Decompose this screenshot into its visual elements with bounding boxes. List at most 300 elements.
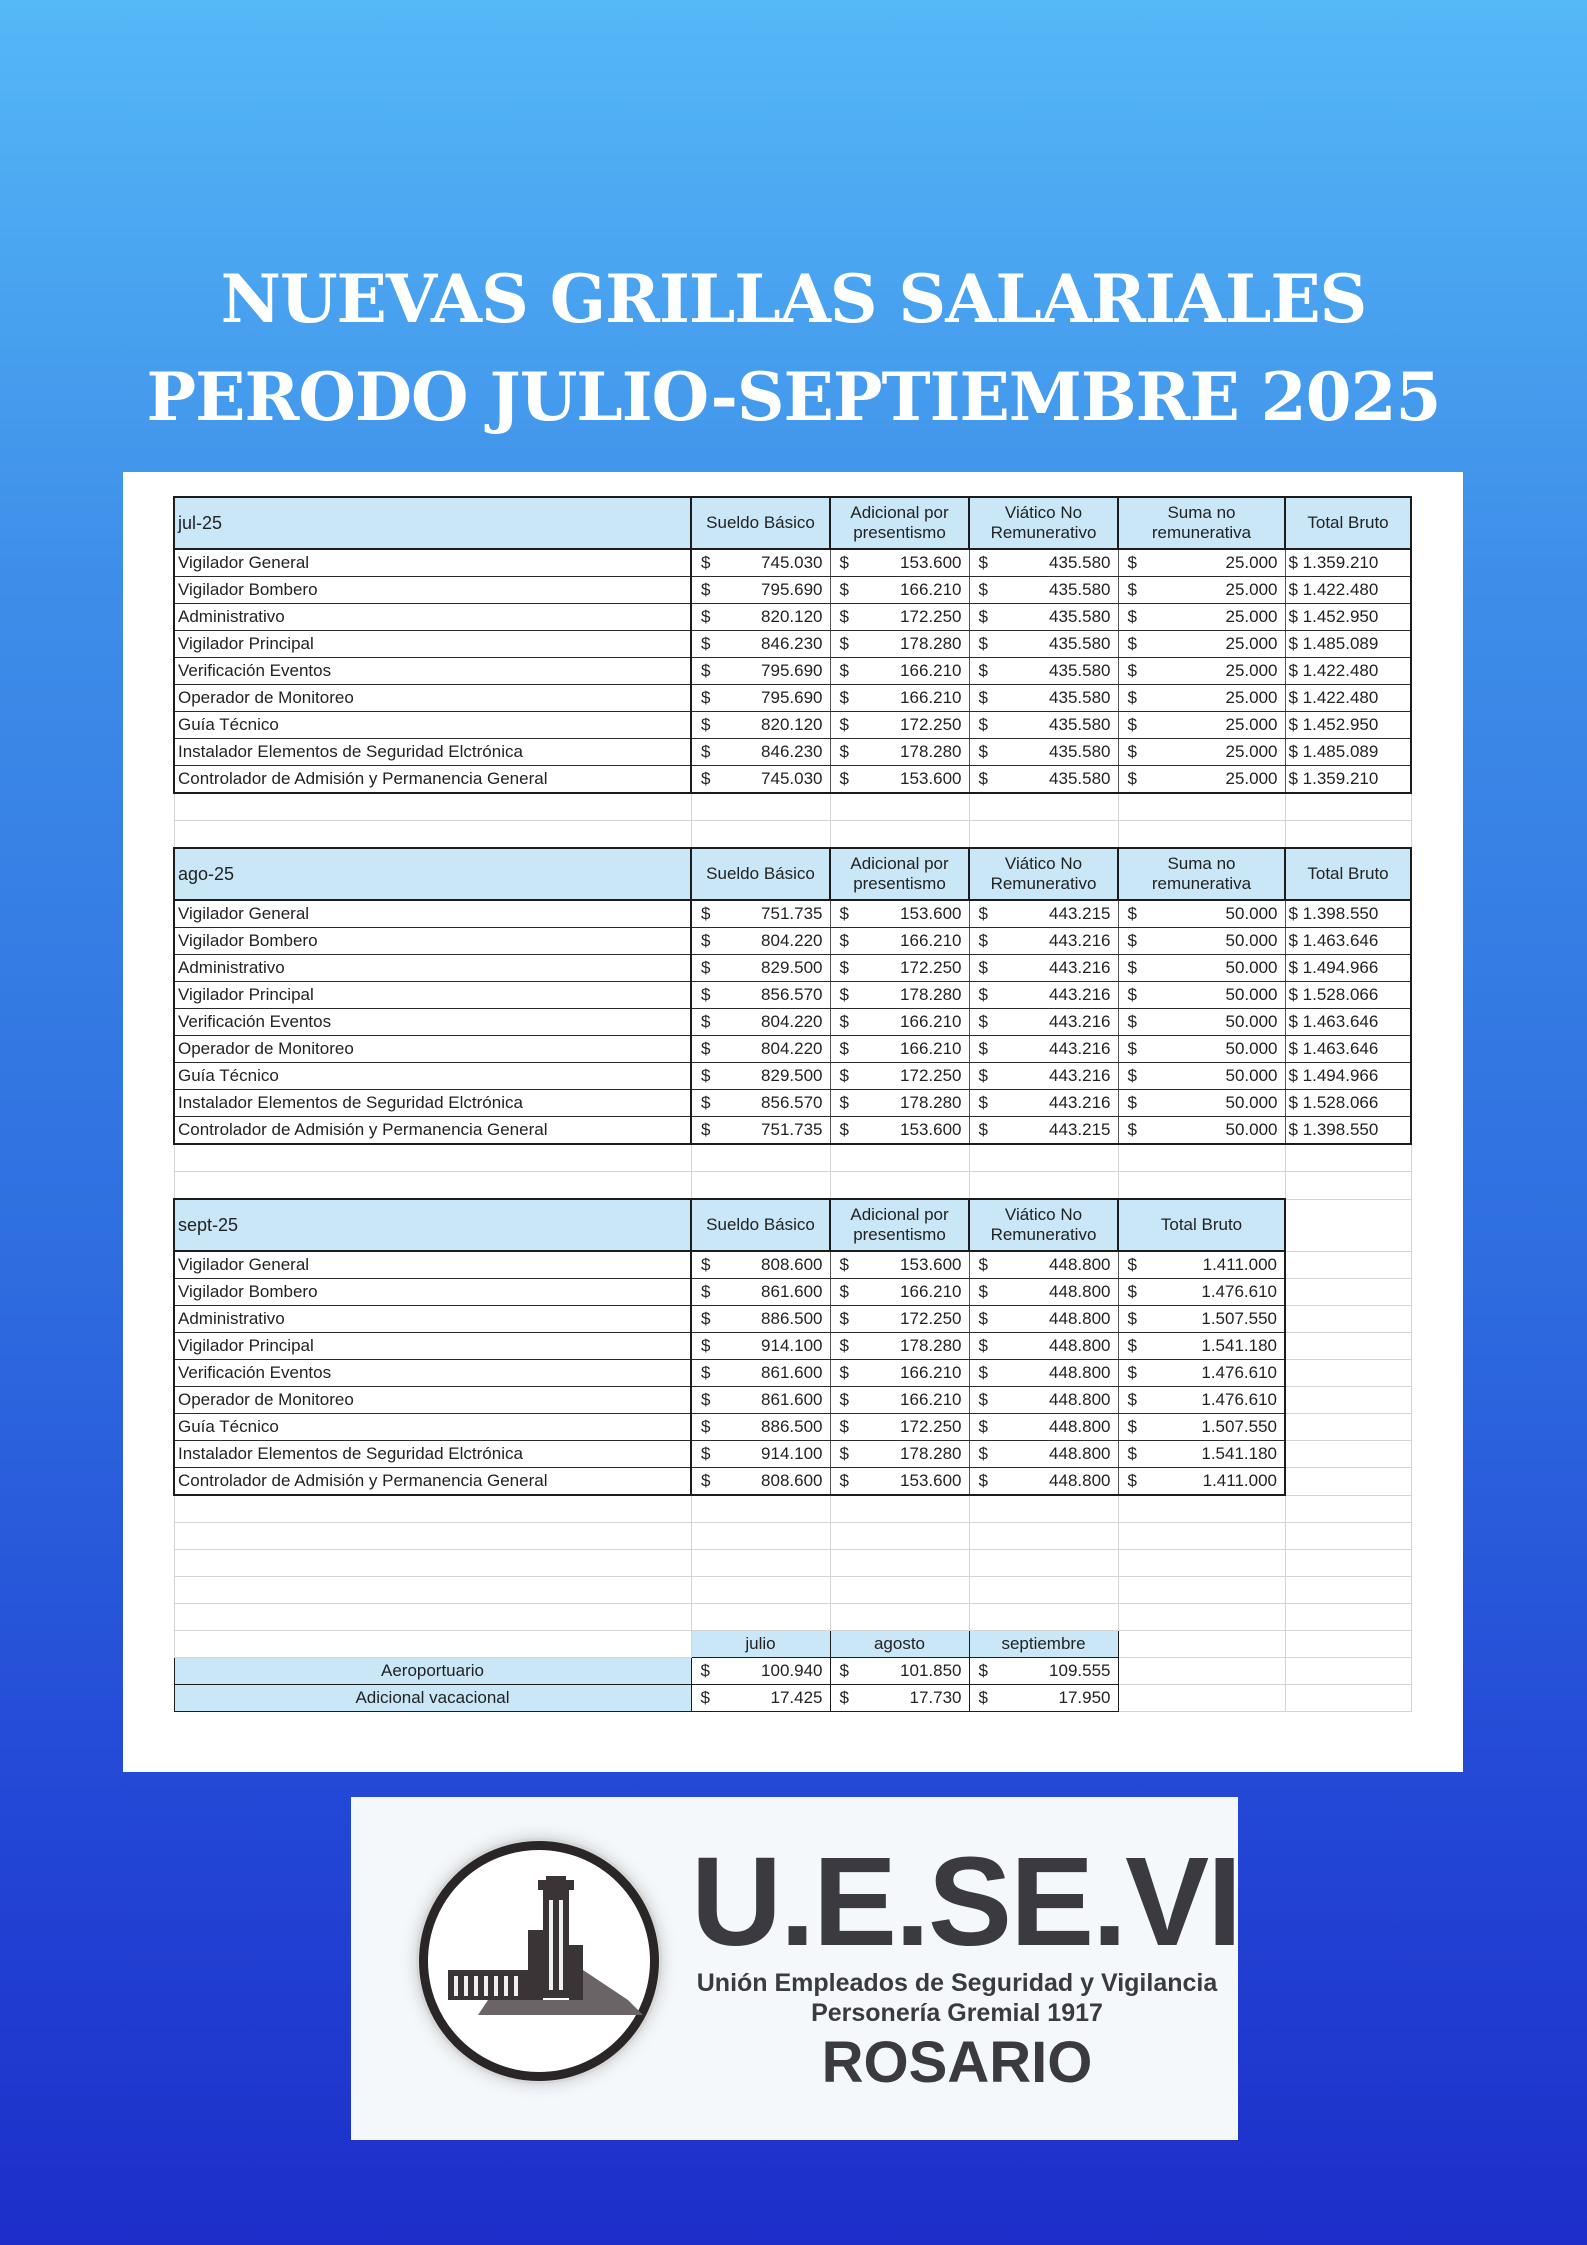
money-value bbox=[695, 1282, 827, 1302]
total-bruto-cell: $ 1.452.950 bbox=[1285, 712, 1411, 739]
amount: 448.800 bbox=[1049, 1282, 1111, 1301]
category-label: Vigilador General bbox=[174, 1251, 691, 1279]
money-cell bbox=[1118, 739, 1285, 766]
total-bruto-cell: $ 1.398.550 bbox=[1285, 1117, 1411, 1145]
money-cell bbox=[691, 712, 830, 739]
spacer-row bbox=[174, 1172, 1411, 1200]
empty-cell bbox=[969, 1172, 1118, 1200]
union-logo bbox=[351, 1797, 1241, 2140]
currency-symbol: $ bbox=[701, 1444, 711, 1463]
currency-symbol: $ bbox=[978, 931, 988, 950]
amount: 166.210 bbox=[900, 1363, 962, 1382]
money-cell bbox=[969, 549, 1118, 577]
money-value bbox=[695, 1688, 827, 1708]
money-cell bbox=[1118, 712, 1285, 739]
table-row bbox=[174, 1063, 1411, 1090]
money-cell bbox=[1118, 1414, 1285, 1441]
spacer-row bbox=[174, 1144, 1411, 1172]
money-value bbox=[695, 715, 827, 735]
currency-symbol: $ bbox=[839, 1444, 849, 1463]
category-label: Verificación Eventos bbox=[174, 1009, 691, 1036]
money-cell bbox=[830, 1333, 969, 1360]
category-label: Vigilador General bbox=[174, 900, 691, 928]
money-value bbox=[695, 1012, 827, 1032]
col-viatico bbox=[969, 1199, 1118, 1251]
empty-cell bbox=[1285, 1279, 1411, 1306]
salary-spreadsheet bbox=[123, 472, 1463, 1772]
amount: 17.425 bbox=[770, 1688, 823, 1707]
currency-symbol: $ bbox=[978, 1336, 988, 1355]
logo-city: ROSARIO bbox=[821, 2030, 1093, 2095]
empty-cell bbox=[1285, 1577, 1411, 1604]
currency-symbol: $ bbox=[701, 769, 711, 788]
currency-symbol: $ bbox=[839, 958, 849, 977]
money-value bbox=[973, 985, 1115, 1005]
table-header-row bbox=[174, 1199, 1411, 1251]
empty-cell bbox=[830, 1172, 969, 1200]
empty-cell bbox=[174, 793, 691, 821]
money-cell bbox=[1118, 1306, 1285, 1333]
currency-symbol: $ bbox=[978, 1471, 988, 1490]
money-value bbox=[973, 742, 1115, 762]
monument-emblem-icon bbox=[419, 1841, 659, 2081]
table-row bbox=[174, 928, 1411, 955]
currency-symbol: $ bbox=[978, 1093, 988, 1112]
money-value bbox=[1122, 769, 1282, 789]
amount: 435.580 bbox=[1049, 661, 1111, 680]
money-cell bbox=[691, 1658, 830, 1685]
total-bruto-cell: $ 1.359.210 bbox=[1285, 766, 1411, 794]
money-value bbox=[834, 931, 966, 951]
logo-title: U.E.SE.VI bbox=[691, 1831, 1241, 1972]
currency-symbol: $ bbox=[701, 634, 711, 653]
money-cell bbox=[830, 900, 969, 928]
table-row bbox=[174, 549, 1411, 577]
category-label: Vigilador Bombero bbox=[174, 577, 691, 604]
amount: 166.210 bbox=[900, 1039, 962, 1058]
currency-symbol: $ bbox=[701, 607, 711, 626]
money-cell bbox=[691, 766, 830, 794]
spacer-row bbox=[174, 1495, 1411, 1523]
amount: 172.250 bbox=[900, 715, 962, 734]
empty-cell bbox=[969, 793, 1118, 821]
money-value bbox=[973, 1390, 1115, 1410]
empty-cell bbox=[691, 1144, 830, 1172]
amount: 172.250 bbox=[900, 1309, 962, 1328]
money-cell bbox=[691, 955, 830, 982]
money-cell bbox=[1118, 1036, 1285, 1063]
amount: 448.800 bbox=[1049, 1471, 1111, 1490]
money-cell bbox=[969, 1063, 1118, 1090]
category-label: Instalador Elementos de Seguridad Elctrónica bbox=[174, 1090, 691, 1117]
table-row bbox=[174, 1306, 1411, 1333]
currency-symbol: $ bbox=[701, 1066, 711, 1085]
money-value bbox=[973, 715, 1115, 735]
currency-symbol: $ bbox=[701, 661, 711, 680]
currency-symbol: $ bbox=[1127, 580, 1137, 599]
money-value bbox=[695, 1390, 827, 1410]
currency-symbol: $ bbox=[1127, 1390, 1137, 1409]
money-value bbox=[834, 1309, 966, 1329]
empty-cell bbox=[830, 793, 969, 821]
amount: 1.476.610 bbox=[1201, 1282, 1277, 1301]
amount: 795.690 bbox=[761, 580, 823, 599]
currency-symbol: $ bbox=[978, 958, 988, 977]
money-cell bbox=[969, 1279, 1118, 1306]
amount: 435.580 bbox=[1049, 742, 1111, 761]
table-row bbox=[174, 739, 1411, 766]
amount: 435.580 bbox=[1049, 769, 1111, 788]
empty-cell bbox=[691, 1577, 830, 1604]
table-row bbox=[174, 1387, 1411, 1414]
money-cell bbox=[830, 1306, 969, 1333]
period-label: jul-25 bbox=[174, 497, 691, 549]
currency-symbol: $ bbox=[1127, 1066, 1137, 1085]
category-label: Vigilador Principal bbox=[174, 631, 691, 658]
money-cell bbox=[1118, 658, 1285, 685]
money-cell bbox=[691, 1414, 830, 1441]
spacer-row bbox=[174, 1604, 1411, 1631]
money-value bbox=[695, 1417, 827, 1437]
money-value bbox=[973, 1039, 1115, 1059]
money-cell bbox=[691, 658, 830, 685]
table-row bbox=[174, 712, 1411, 739]
amount: 861.600 bbox=[761, 1390, 823, 1409]
spacer-row bbox=[174, 1550, 1411, 1577]
period-label: sept-25 bbox=[174, 1199, 691, 1251]
money-cell bbox=[830, 1117, 969, 1145]
spacer-row bbox=[174, 1577, 1411, 1604]
money-value bbox=[834, 1012, 966, 1032]
money-value bbox=[834, 1444, 966, 1464]
empty-cell bbox=[969, 1495, 1118, 1523]
empty-cell bbox=[174, 821, 691, 849]
col-total-label: Total Bruto bbox=[1160, 1215, 1243, 1234]
money-value bbox=[695, 1066, 827, 1086]
amount: 50.000 bbox=[1225, 931, 1278, 950]
currency-symbol: $ bbox=[978, 607, 988, 626]
empty-cell bbox=[1285, 1441, 1411, 1468]
amount: 172.250 bbox=[900, 607, 962, 626]
amount: 435.580 bbox=[1049, 553, 1111, 572]
money-cell bbox=[691, 1117, 830, 1145]
total-bruto-cell: $ 1.494.966 bbox=[1285, 955, 1411, 982]
currency-symbol: $ bbox=[978, 553, 988, 572]
currency-symbol: $ bbox=[978, 661, 988, 680]
table-header-row bbox=[174, 848, 1411, 900]
col-adicional-label-1: Adicional por bbox=[850, 854, 949, 873]
money-value bbox=[973, 553, 1115, 573]
money-value bbox=[1122, 553, 1282, 573]
money-cell bbox=[691, 1387, 830, 1414]
money-value bbox=[1122, 634, 1282, 654]
money-cell bbox=[1118, 900, 1285, 928]
money-value bbox=[834, 1363, 966, 1383]
money-value bbox=[695, 1444, 827, 1464]
amount: 448.800 bbox=[1049, 1255, 1111, 1274]
currency-symbol: $ bbox=[839, 1093, 849, 1112]
currency-symbol: $ bbox=[701, 688, 711, 707]
total-bruto-cell: $ 1.452.950 bbox=[1285, 604, 1411, 631]
money-cell bbox=[969, 1387, 1118, 1414]
amount: 101.850 bbox=[900, 1661, 962, 1680]
amount: 448.800 bbox=[1049, 1309, 1111, 1328]
amount: 178.280 bbox=[900, 742, 962, 761]
currency-symbol: $ bbox=[839, 1282, 849, 1301]
amount: 1.476.610 bbox=[1201, 1363, 1277, 1382]
currency-symbol: $ bbox=[839, 1039, 849, 1058]
amount: 153.600 bbox=[900, 1120, 962, 1139]
currency-symbol: $ bbox=[839, 661, 849, 680]
currency-symbol: $ bbox=[701, 1417, 711, 1436]
money-cell bbox=[1118, 1468, 1285, 1496]
money-cell bbox=[969, 928, 1118, 955]
money-value bbox=[1122, 1336, 1282, 1356]
amount: 172.250 bbox=[900, 958, 962, 977]
table-row bbox=[174, 982, 1411, 1009]
money-cell bbox=[969, 1306, 1118, 1333]
col-total-label: Total Bruto bbox=[1307, 864, 1389, 883]
amount: 25.000 bbox=[1225, 553, 1278, 572]
money-cell bbox=[969, 712, 1118, 739]
currency-symbol: $ bbox=[839, 1417, 849, 1436]
col-total bbox=[1285, 497, 1411, 549]
money-cell bbox=[1118, 549, 1285, 577]
money-value bbox=[834, 904, 966, 924]
money-cell bbox=[691, 900, 830, 928]
currency-symbol: $ bbox=[1127, 1120, 1137, 1139]
empty-cell bbox=[1118, 1631, 1285, 1658]
empty-cell bbox=[691, 1523, 830, 1550]
money-value bbox=[1122, 661, 1282, 681]
money-cell bbox=[969, 604, 1118, 631]
empty-cell bbox=[174, 1523, 691, 1550]
money-cell bbox=[691, 604, 830, 631]
currency-symbol: $ bbox=[1127, 1444, 1137, 1463]
money-value bbox=[1122, 715, 1282, 735]
empty-cell bbox=[1285, 1387, 1411, 1414]
money-cell bbox=[691, 549, 830, 577]
amount: 846.230 bbox=[761, 634, 823, 653]
empty-cell bbox=[1285, 1360, 1411, 1387]
currency-symbol: $ bbox=[978, 580, 988, 599]
money-cell bbox=[830, 658, 969, 685]
category-label: Guía Técnico bbox=[174, 1414, 691, 1441]
empty-cell bbox=[1285, 1523, 1411, 1550]
amount: 25.000 bbox=[1225, 742, 1278, 761]
empty-cell bbox=[1285, 1495, 1411, 1523]
money-cell bbox=[969, 1090, 1118, 1117]
amount: 166.210 bbox=[900, 580, 962, 599]
empty-cell bbox=[174, 1631, 691, 1658]
money-value bbox=[1122, 958, 1282, 978]
amount: 25.000 bbox=[1225, 715, 1278, 734]
money-cell bbox=[830, 1414, 969, 1441]
money-cell bbox=[1118, 1251, 1285, 1279]
empty-cell bbox=[1285, 1144, 1411, 1172]
money-value bbox=[834, 607, 966, 627]
col-total bbox=[1118, 1199, 1285, 1251]
money-value bbox=[834, 553, 966, 573]
currency-symbol: $ bbox=[1127, 985, 1137, 1004]
amount: 25.000 bbox=[1225, 769, 1278, 788]
currency-symbol: $ bbox=[701, 1471, 711, 1490]
money-value bbox=[973, 1255, 1115, 1275]
amount: 153.600 bbox=[900, 1471, 962, 1490]
money-cell bbox=[969, 1333, 1118, 1360]
category-label: Instalador Elementos de Seguridad Elctrónica bbox=[174, 1441, 691, 1468]
empty-cell bbox=[830, 1144, 969, 1172]
currency-symbol: $ bbox=[1127, 1255, 1137, 1274]
amount: 751.735 bbox=[761, 904, 823, 923]
spacer-row bbox=[174, 821, 1411, 849]
total-bruto-cell: $ 1.463.646 bbox=[1285, 1036, 1411, 1063]
extras-row bbox=[174, 1658, 1411, 1685]
total-bruto-cell: $ 1.359.210 bbox=[1285, 549, 1411, 577]
currency-symbol: $ bbox=[839, 1471, 849, 1490]
money-cell bbox=[1118, 577, 1285, 604]
money-cell bbox=[1118, 1387, 1285, 1414]
money-cell bbox=[969, 1117, 1118, 1145]
amount: 443.216 bbox=[1049, 931, 1111, 950]
money-value bbox=[834, 1120, 966, 1140]
currency-symbol: $ bbox=[700, 1661, 710, 1680]
currency-symbol: $ bbox=[701, 958, 711, 977]
amount: 178.280 bbox=[900, 634, 962, 653]
money-cell bbox=[691, 1468, 830, 1496]
money-value bbox=[973, 634, 1115, 654]
money-value bbox=[695, 1336, 827, 1356]
empty-cell bbox=[830, 1604, 969, 1631]
money-value bbox=[973, 1444, 1115, 1464]
empty-cell bbox=[1118, 1172, 1285, 1200]
amount: 443.215 bbox=[1049, 1120, 1111, 1139]
category-label: Vigilador General bbox=[174, 549, 691, 577]
money-cell bbox=[969, 1468, 1118, 1496]
currency-symbol: $ bbox=[839, 1309, 849, 1328]
money-value bbox=[834, 1417, 966, 1437]
money-cell bbox=[691, 1279, 830, 1306]
col-viatico-label-1: Viático No bbox=[1004, 503, 1083, 522]
money-cell bbox=[691, 1333, 830, 1360]
category-label: Verificación Eventos bbox=[174, 1360, 691, 1387]
money-cell bbox=[969, 955, 1118, 982]
currency-symbol: $ bbox=[1127, 1012, 1137, 1031]
empty-cell bbox=[174, 1550, 691, 1577]
money-cell bbox=[830, 739, 969, 766]
money-cell bbox=[691, 1441, 830, 1468]
money-value bbox=[1122, 1255, 1282, 1275]
money-cell bbox=[1118, 1009, 1285, 1036]
amount: 50.000 bbox=[1225, 1039, 1278, 1058]
empty-cell bbox=[830, 821, 969, 849]
empty-cell bbox=[1118, 1550, 1285, 1577]
money-value bbox=[695, 904, 827, 924]
empty-cell bbox=[1285, 1199, 1411, 1251]
money-cell bbox=[1118, 1333, 1285, 1360]
money-value bbox=[973, 1661, 1115, 1681]
category-label: Administrativo bbox=[174, 604, 691, 631]
money-cell bbox=[691, 1685, 830, 1712]
money-value bbox=[973, 1471, 1115, 1491]
table-row bbox=[174, 604, 1411, 631]
money-cell bbox=[1118, 685, 1285, 712]
money-value bbox=[973, 1066, 1115, 1086]
money-value bbox=[695, 1039, 827, 1059]
currency-symbol: $ bbox=[839, 688, 849, 707]
col-adicional bbox=[830, 1199, 969, 1251]
table-row bbox=[174, 1036, 1411, 1063]
col-adicional-label-1: Adicional por bbox=[850, 503, 949, 522]
money-value bbox=[834, 1336, 966, 1356]
money-value bbox=[1122, 1309, 1282, 1329]
money-cell bbox=[691, 1306, 830, 1333]
table-row bbox=[174, 1251, 1411, 1279]
amount: 153.600 bbox=[900, 769, 962, 788]
amount: 808.600 bbox=[761, 1255, 823, 1274]
money-value bbox=[834, 1688, 966, 1708]
currency-symbol: $ bbox=[1127, 1336, 1137, 1355]
currency-symbol: $ bbox=[701, 1390, 711, 1409]
currency-symbol: $ bbox=[701, 904, 711, 923]
currency-symbol: $ bbox=[1127, 1039, 1137, 1058]
money-cell bbox=[1118, 928, 1285, 955]
money-value bbox=[695, 1363, 827, 1383]
money-value bbox=[695, 607, 827, 627]
col-suma bbox=[1118, 848, 1285, 900]
col-viatico-label-2: Remunerativo bbox=[990, 523, 1097, 542]
category-label: Guía Técnico bbox=[174, 712, 691, 739]
amount: 914.100 bbox=[761, 1336, 823, 1355]
currency-symbol: $ bbox=[1127, 958, 1137, 977]
amount: 435.580 bbox=[1049, 688, 1111, 707]
col-total bbox=[1285, 848, 1411, 900]
money-cell bbox=[691, 631, 830, 658]
table-row bbox=[174, 658, 1411, 685]
money-value bbox=[973, 1093, 1115, 1113]
money-value bbox=[973, 1417, 1115, 1437]
currency-symbol: $ bbox=[701, 1363, 711, 1382]
money-cell bbox=[969, 766, 1118, 794]
money-cell bbox=[969, 577, 1118, 604]
money-cell bbox=[969, 1036, 1118, 1063]
col-viatico-label-2: Remunerativo bbox=[990, 874, 1097, 893]
currency-symbol: $ bbox=[701, 931, 711, 950]
money-cell bbox=[969, 1360, 1118, 1387]
money-value bbox=[834, 742, 966, 762]
amount: 443.216 bbox=[1049, 985, 1111, 1004]
empty-cell bbox=[1285, 1172, 1411, 1200]
money-value bbox=[695, 985, 827, 1005]
col-sueldo-label: Sueldo Básico bbox=[706, 513, 815, 532]
money-value bbox=[834, 1471, 966, 1491]
money-value bbox=[1122, 904, 1282, 924]
amount: 25.000 bbox=[1225, 607, 1278, 626]
category-label: Verificación Eventos bbox=[174, 658, 691, 685]
salary-grid bbox=[173, 496, 1412, 1712]
total-bruto-cell: $ 1.422.480 bbox=[1285, 685, 1411, 712]
money-value bbox=[973, 580, 1115, 600]
amount: 886.500 bbox=[761, 1309, 823, 1328]
currency-symbol: $ bbox=[701, 1120, 711, 1139]
table-row bbox=[174, 766, 1411, 794]
amount: 804.220 bbox=[761, 931, 823, 950]
table-row bbox=[174, 900, 1411, 928]
money-cell bbox=[969, 1251, 1118, 1279]
money-value bbox=[1122, 1039, 1282, 1059]
currency-symbol: $ bbox=[978, 1444, 988, 1463]
currency-symbol: $ bbox=[1127, 1309, 1137, 1328]
